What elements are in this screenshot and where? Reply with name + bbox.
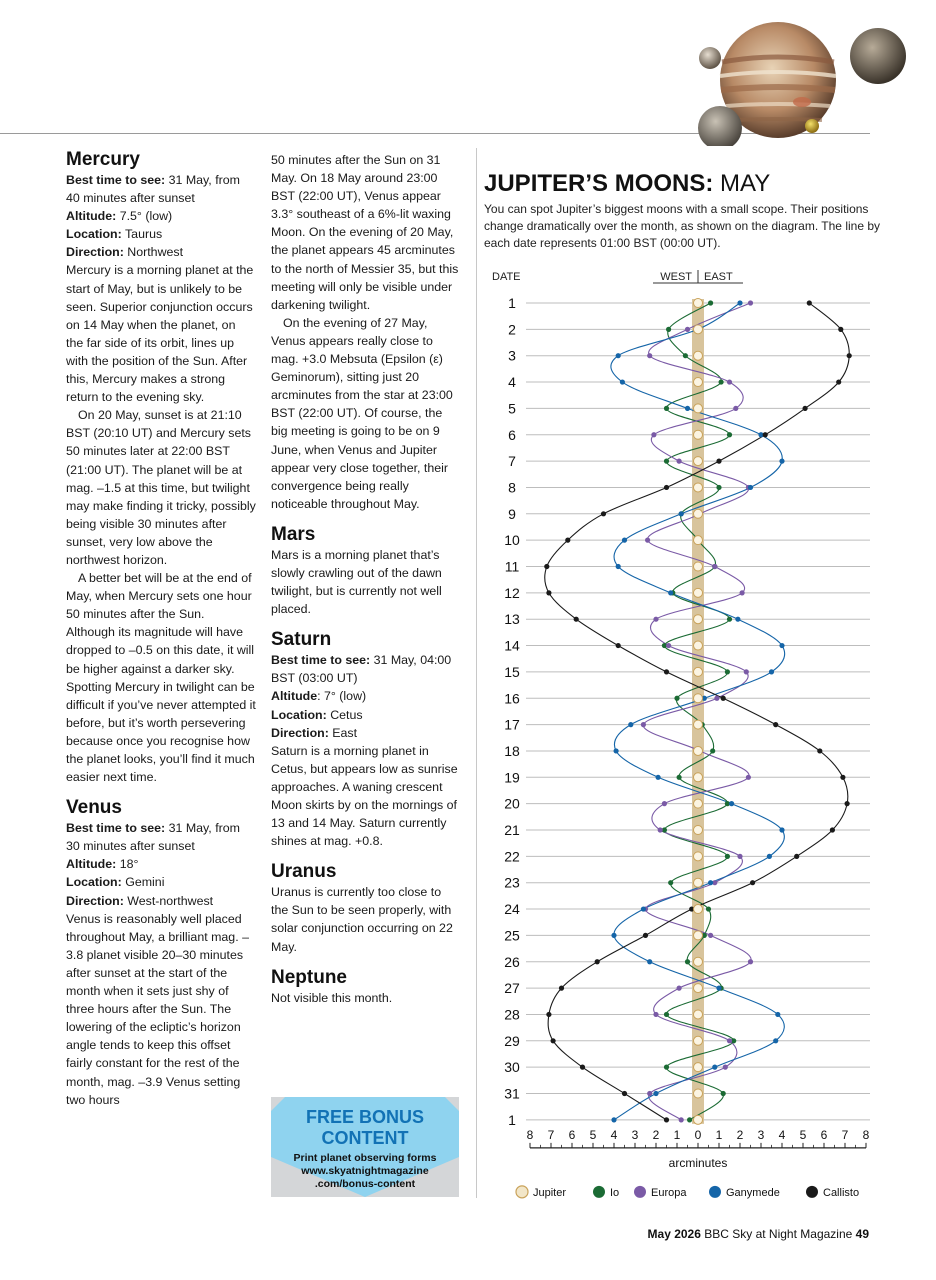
callisto-point [551,1038,556,1043]
ganymede-point [748,485,753,490]
callisto-point [601,511,606,516]
io-point [727,617,732,622]
ganymede-point [779,827,784,832]
io-point [719,379,724,384]
x-tick-label: 4 [610,1127,618,1142]
venus-location: Location: Gemini [66,875,165,890]
date-label: 7 [508,453,516,470]
mercury-paragraph: On 20 May, sunset is at 21:10 BST (20:10 UT) and Mercury sets 50 minutes later at 22:00 BST (21:00 UT). The planet will be at mag. –1.5 at this time, but twilight may make finding it tricky, possibly being visible 30 minutes after sunset, very low above the northwest horizon. [66,408,256,567]
x-tick-label: 7 [547,1127,555,1142]
io-point [706,906,711,911]
callisto-point [546,1012,551,1017]
ganymede-point [628,722,633,727]
x-tick-label: 8 [862,1127,870,1142]
callisto-point [664,485,669,490]
x-tick-label: 2 [652,1127,660,1142]
date-label: 27 [504,980,520,997]
io-point [687,1117,692,1122]
europa-point [666,643,671,648]
date-label: 23 [504,874,520,891]
callisto-point [721,696,726,701]
io-point [674,696,679,701]
io-point [664,406,669,411]
callisto-legend-marker [806,1186,818,1198]
date-label: 20 [504,795,520,812]
date-label: 29 [504,1032,520,1049]
date-label: 22 [504,848,520,865]
callisto-point [807,300,812,305]
saturn-best-time: Best time to see: 31 May, 04:00 BST (03:00 UT) [271,653,452,686]
jupiter-point [694,773,703,782]
jupiter-point [694,536,703,545]
mercury-direction: Direction: Northwest [66,245,184,260]
mercury-paragraph: A better bet will be at the end of May, when Mercury sets one hour 50 minutes after the Sun. Although its magnitude will have dropped to –0.5 on this date, it will be higher against a darker sky. Spotting Mercury in twilight can be difficult if you’ve never attempted it before, but it’s worth persevering because once you recognise how the planet looks, you’ll find it much easier next time. [66,571,256,785]
date-axis-label: DATE [492,271,521,283]
jupiter-point [694,483,703,492]
europa-point [641,722,646,727]
date-label: 2 [508,321,516,338]
x-tick-label: 3 [757,1127,765,1142]
jupiter-point [694,588,703,597]
ganymede-point [620,379,625,384]
europa-point [714,696,719,701]
jupiter-point [694,615,703,624]
mercury-altitude: Altitude: 7.5° (low) [66,209,173,224]
ganymede-point [611,933,616,938]
bonus-content-box[interactable] [271,1097,459,1197]
ganymede-legend-label: Ganymede [726,1186,780,1199]
jupiter-point [694,299,703,308]
io-legend-marker [593,1186,605,1198]
venus-direction: Direction: West-northwest [66,893,214,908]
date-label: 17 [504,716,520,733]
uranus-paragraph: Uranus is currently too close to the Sun to be seen properly, with solar conjunction occurring on 22 May. [271,885,453,954]
x-tick-label: 6 [568,1127,576,1142]
bonus-url[interactable]: www.skyatnightmagazine [301,1165,429,1177]
ganymede-point [641,906,646,911]
x-tick-label: 6 [820,1127,828,1142]
jupiter-point [694,1063,703,1072]
europa-point [677,986,682,991]
europa-point [748,959,753,964]
io-point [683,353,688,358]
ganymede-point [708,880,713,885]
date-label: 24 [504,901,520,918]
europa-point [679,1117,684,1122]
venus-paragraph: On the evening of 27 May, Venus appears really close to mag. +3.0 Mebsuta (Epsilon (ε) Geminorum), sitting just 20 arcminutes from the star at 23:00 BST (22:00 UT). Of course, the big meeting is going to be on 9 June, when Venus and Jupiter appear very close together, their convergence being really noticeable throughout May. [271,315,453,511]
venus-paragraph-cont [271,151,461,314]
date-label: 12 [504,584,520,601]
io-point [664,459,669,464]
callisto-point [840,775,845,780]
callisto-point [546,590,551,595]
jupiter-point [694,1010,703,1019]
europa-point [651,432,656,437]
bonus-title: CONTENT [321,1128,409,1148]
date-label: 18 [504,742,520,759]
date-label: 11 [504,558,520,575]
x-tick-label: 5 [799,1127,807,1142]
x-tick-label: 3 [631,1127,639,1142]
callisto-point [750,880,755,885]
date-label: 31 [504,1085,520,1102]
jupiter-point [694,957,703,966]
venus-heading: Venus [66,797,122,819]
east-label: EAST [704,271,733,283]
io-point [666,327,671,332]
jupiter-moons-intro: You can spot Jupiter’s biggest moons with a small scope. Their positions change dramatically over the month, as shown on the diagram. The line by each date represents 01:00 BST (00:00 UT). [484,202,880,250]
ganymede-point [775,1012,780,1017]
column-left [66,148,256,1109]
date-label: 14 [504,637,520,654]
europa-point [733,406,738,411]
jupiter-point [694,509,703,518]
page-footer: May 2026 BBC Sky at Night Magazine 49 [647,1227,869,1241]
date-label: 10 [504,532,520,549]
neptune-paragraph: Not visible this month. [271,990,393,1005]
callisto-point [616,643,621,648]
ganymede-point [656,775,661,780]
callisto-point [716,459,721,464]
venus-altitude: Altitude: 18° [66,857,139,872]
x-tick-label: 4 [778,1127,786,1142]
date-label: 6 [508,426,516,443]
jupiter-point [694,667,703,676]
europa-point [727,1038,732,1043]
mercury-best-time: Best time to see: 31 May, from 40 minutes after sunset [66,173,240,206]
callisto-point [847,353,852,358]
jupiter-point [694,931,703,940]
venus-best-time: Best time to see: 31 May, from 30 minutes after sunset [66,821,240,854]
io-point [664,1065,669,1070]
x-tick-label: 1 [715,1127,723,1142]
venus-paragraph [66,910,256,1109]
europa-point [647,1091,652,1096]
jupiter-point [694,799,703,808]
saturn-paragraph: Saturn is a morning planet in Cetus, but appears low as sunrise approaches. A waning crescent Moon skirts by on the mornings of 13 and 14 May. Saturn currently shines at mag. +0.8. [271,743,458,849]
europa-point [708,933,713,938]
saturn-direction: Direction: East [271,725,358,740]
io-point [716,485,721,490]
date-label: 1 [508,295,516,311]
venus-paragraph-part2: 50 minutes after the Sun on 31 May. On 18 May around 23:00 BST (22:00 UT), Venus appear 3.3° southeast of a 6%-lit waxing Moon. On the evening of 20 May, the planet appears 45 arcminutes to the north of Messier 35, but this meeting will only be visible under darkening twilight. [271,153,459,312]
date-label: 13 [504,611,520,628]
date-label: 4 [508,374,516,391]
jupiter-moons-photo [690,16,920,146]
callisto-point [803,406,808,411]
column-divider [476,148,477,1198]
ganymede-point [716,986,721,991]
callisto-point [559,986,564,991]
europa-point [653,1012,658,1017]
ganymede-point [779,459,784,464]
neptune-heading: Neptune [271,966,347,988]
jupiter-point [694,720,703,729]
callisto-legend-label: Callisto [823,1186,860,1199]
europa-point [662,801,667,806]
europa-point [658,827,663,832]
callisto-point [845,801,850,806]
x-tick-label: 7 [841,1127,849,1142]
jupiter-legend-marker [516,1186,528,1198]
jupiter-point [694,457,703,466]
europa-legend-label: Europa [651,1186,687,1199]
europa-point [677,459,682,464]
ganymede-point [679,511,684,516]
europa-point [712,564,717,569]
x-tick-label: 5 [589,1127,597,1142]
west-label: WEST [660,271,692,283]
date-label: 19 [504,769,520,786]
jupiter-moons-chart [484,262,884,1212]
ganymede-point [735,617,740,622]
ganymede-point [767,854,772,859]
jupiter-point [694,984,703,993]
jupiter-point [694,404,703,413]
jupiter-moons-title: JUPITER’S MOONS: MAY [484,170,771,197]
jupiter-point [694,641,703,650]
x-tick-label: 2 [736,1127,744,1142]
jupiter-point [694,378,703,387]
io-point [721,1091,726,1096]
uranus-heading: Uranus [271,861,337,883]
jupiter-legend-label: Jupiter [533,1186,567,1199]
ganymede-point [769,669,774,674]
ganymede-point [668,590,673,595]
column-middle [271,151,461,1007]
callisto-point [544,564,549,569]
ganymede-point [685,406,690,411]
europa-point [723,1065,728,1070]
io-point [677,775,682,780]
callisto-point [836,379,841,384]
jupiter-point [694,351,703,360]
ganymede-point [622,538,627,543]
europa-point [727,379,732,384]
jupiter-point [694,430,703,439]
ganymede-point [779,643,784,648]
europa-point [748,300,753,305]
x-axis-label: arcminutes [668,1155,728,1170]
ganymede-point [653,1091,658,1096]
date-label: 8 [508,479,516,496]
x-tick-label: 8 [526,1127,534,1142]
mars-heading: Mars [271,523,316,545]
date-label: 30 [504,1059,520,1076]
io-point [668,880,673,885]
europa-point [645,538,650,543]
ganymede-legend-marker [709,1186,721,1198]
europa-point [647,353,652,358]
ganymede-point [712,1065,717,1070]
saturn-altitude: Altitude: 7° (low) [271,689,367,704]
io-point [708,300,713,305]
callisto-point [817,748,822,753]
bonus-url[interactable]: .com/bonus-content [314,1178,416,1190]
callisto-point [794,854,799,859]
europa-point [744,669,749,674]
ganymede-point [616,353,621,358]
ganymede-point [647,959,652,964]
ganymede-point [729,801,734,806]
date-label: 3 [508,347,516,364]
io-point [664,1012,669,1017]
io-point [727,432,732,437]
mercury-heading: Mercury [66,149,140,170]
europa-point [746,775,751,780]
callisto-point [838,327,843,332]
ganymede-point [611,1117,616,1122]
bonus-subtitle: Print planet observing forms [293,1152,437,1164]
callisto-point [565,538,570,543]
saturn-heading: Saturn [271,629,332,651]
ganymede-point [773,1038,778,1043]
callisto-point [664,669,669,674]
callisto-point [830,827,835,832]
callisto-point [622,1091,627,1096]
jupiter-point [694,325,703,334]
europa-point [653,617,658,622]
date-label: 15 [504,663,520,680]
date-label: 25 [504,927,520,944]
jupiter-point [694,746,703,755]
europa-point [740,590,745,595]
jupiter-point [694,852,703,861]
date-label: 1 [508,1111,516,1128]
date-label: 26 [504,953,520,970]
jupiter-point [694,1089,703,1098]
io-point [685,959,690,964]
io-point [710,748,715,753]
date-label: 9 [508,505,516,522]
jupiter-point [694,905,703,914]
mercury-paragraph: Mercury is a morning planet at the start of May, but is unlikely to be seen. Superior conjunction occurs on 14 May when the planet, on the far side of its orbit, lines up with the position of the Sun. After this, Mercury makes a strong return to the evening sky. [66,263,254,405]
callisto-point [595,959,600,964]
callisto-point [580,1065,585,1070]
date-label: 21 [504,822,520,838]
ganymede-point [616,564,621,569]
saturn-location: Location: Cetus [271,707,363,722]
jupiter-point [694,878,703,887]
venus-paragraph-part1: Venus is reasonably well placed throughout May, a brilliant mag. –3.8 planet visible 20–30 minutes after sunset at the start of the month when it sets just shy of three hours after the Sun. The lowering of the ecliptic’s horizon angle tends to keep this offset fairly constant for the rest of the month, mag. –3.9 Venus setting two hours [66,911,249,1107]
callisto-point [643,933,648,938]
date-label: 5 [508,400,516,417]
x-tick-label: 1 [673,1127,681,1142]
ganymede-point [737,300,742,305]
europa-point [737,854,742,859]
mercury-location: Location: Taurus [66,227,163,242]
europa-point [685,327,690,332]
jupiter-point [694,562,703,571]
europa-legend-marker [634,1186,646,1198]
io-legend-label: Io [610,1186,620,1199]
jupiter-point [694,1036,703,1045]
callisto-point [773,722,778,727]
date-label: 16 [504,690,520,707]
callisto-point [664,1117,669,1122]
jupiter-point [694,1115,703,1124]
callisto-point [763,432,768,437]
mars-paragraph: Mars is a morning planet that’s slowly crawling out of the dawn twilight, but is currently not well placed. [271,547,442,617]
x-tick-label: 0 [694,1127,702,1142]
callisto-point [574,617,579,622]
jupiter-point [694,694,703,703]
jupiter-point [694,826,703,835]
bonus-title: FREE BONUS [305,1107,424,1127]
date-label: 28 [504,1006,520,1023]
io-point [725,669,730,674]
io-point [725,854,730,859]
ganymede-point [614,748,619,753]
